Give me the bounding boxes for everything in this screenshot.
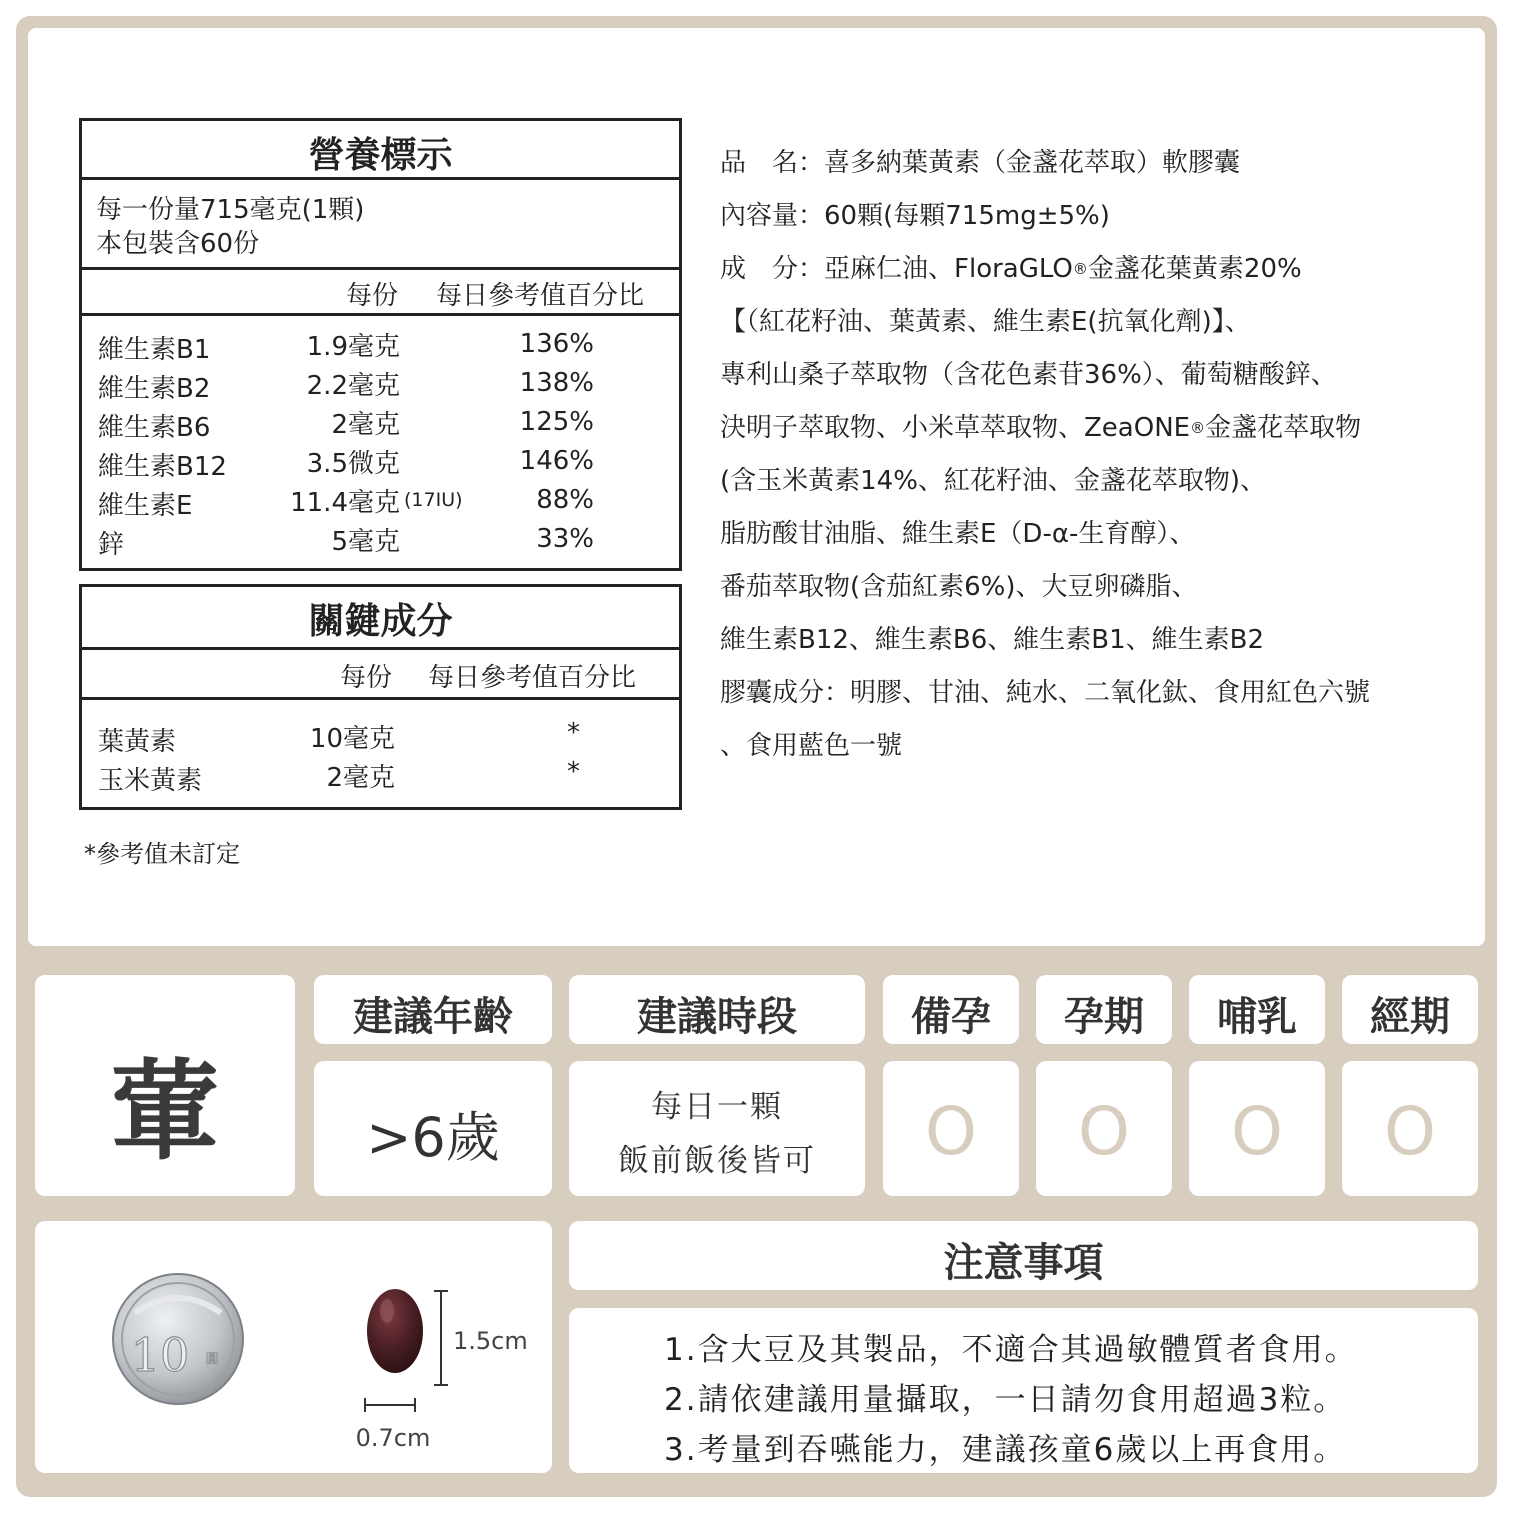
stage-label: 經期 <box>1370 994 1450 1040</box>
ingredients-line: 專利山桑子萃取物（含花色素苷36%）、葡萄糖酸鋅、 <box>720 360 1337 390</box>
time-line-2: 飯前飯後皆可 <box>618 1143 816 1179</box>
divider <box>82 313 679 316</box>
row-name: 維生素B6 <box>98 413 211 443</box>
time-label-card <box>569 975 865 1044</box>
ingredients-text: 金盞花萃取物 <box>1205 413 1362 443</box>
row-amount: 1.9毫克 <box>306 332 400 362</box>
stage-mark-card <box>1036 1061 1172 1196</box>
stage-mark-card <box>883 1061 1019 1196</box>
ingredients-label: 成 分： <box>720 254 825 284</box>
registered-mark: ® <box>1072 260 1088 278</box>
ingredients-line: 脂肪酸甘油脂、維生素E（D-α-生育醇）、 <box>720 519 1196 549</box>
stage-mark: O <box>1384 1093 1436 1170</box>
row-pct: 33% <box>536 524 594 554</box>
diet-type: 葷 <box>110 1050 219 1175</box>
note-item: 2.請依建議用量攝取，一日請勿食用超過3粒。 <box>664 1382 1347 1418</box>
key-ingredients-title: 關鍵成分 <box>308 601 453 642</box>
size-comparison-card <box>35 1221 552 1473</box>
stage-mark-card <box>1342 1061 1478 1196</box>
serving-size: 每一份量715毫克(1顆) <box>96 195 365 225</box>
content-value: 60顆(每顆715mg±5%) <box>824 201 1110 231</box>
divider <box>82 697 679 700</box>
product-name-value: 喜多納葉黃素（金盞花萃取）軟膠囊 <box>824 148 1241 178</box>
col-daily-pct: 每日參考值百分比 <box>428 663 637 693</box>
age-label-card <box>314 975 552 1044</box>
width-marker <box>365 1398 415 1412</box>
nutrition-table <box>79 118 682 571</box>
time-line-1: 每日一顆 <box>651 1089 783 1125</box>
ingredients-text: 亞麻仁油、FloraGLO <box>824 254 1073 284</box>
ingredients-line <box>720 411 1361 445</box>
time-value-card <box>569 1061 865 1196</box>
divider <box>82 177 679 180</box>
divider <box>82 647 679 650</box>
stage-label: 備孕 <box>911 994 991 1040</box>
stage-label-card <box>883 975 1019 1044</box>
product-content <box>720 199 1110 233</box>
note-item: 3.考量到吞嚥能力，建議孩童6歲以上再食用。 <box>664 1432 1347 1468</box>
size-illustration <box>35 1221 552 1473</box>
stage-label-card <box>1036 975 1172 1044</box>
time-label: 建議時段 <box>637 994 797 1040</box>
capsule-ingredients: 膠囊成分：明膠、甘油、純水、二氧化鈦、食用紅色六號 <box>720 678 1371 708</box>
stage-label-card <box>1342 975 1478 1044</box>
nutrition-title: 營養標示 <box>308 135 453 176</box>
ingredients-line: (含玉米黃素14%、紅花籽油、金盞花萃取物)、 <box>720 466 1267 496</box>
length-label: 1.5cm <box>453 1327 528 1355</box>
divider <box>82 267 679 270</box>
row-pct: 125% <box>519 407 594 437</box>
col-per-serving: 每份 <box>346 281 399 311</box>
stage-label-card <box>1189 975 1325 1044</box>
age-value-card <box>314 1061 552 1196</box>
row-pct: 138% <box>519 368 594 398</box>
row-name: 維生素B1 <box>98 335 211 365</box>
stage-label: 哺乳 <box>1217 994 1297 1040</box>
capsule-ingredients: 、食用藍色一號 <box>720 731 903 761</box>
col-per-serving: 每份 <box>340 663 393 693</box>
content-label: 內容量： <box>720 201 825 231</box>
row-amount: 10毫克 <box>309 724 395 754</box>
row-amount: 11.4毫克 <box>290 488 400 518</box>
servings-per-pack: 本包裝含60份 <box>96 229 260 259</box>
length-marker <box>434 1291 448 1385</box>
row-pct: * <box>567 757 580 787</box>
age-value: >6歲 <box>366 1106 500 1169</box>
row-name: 維生素B12 <box>98 452 227 482</box>
notes-title-card <box>569 1221 1478 1290</box>
note-item: 1.含大豆及其製品，不適合其過敏體質者食用。 <box>664 1332 1358 1368</box>
stage-mark-card <box>1189 1061 1325 1196</box>
key-ingredients-table <box>79 584 682 810</box>
row-pct: 146% <box>519 446 594 476</box>
row-name: 鋅 <box>98 530 125 560</box>
ingredients-text: 金盞花葉黃素20% <box>1087 254 1302 284</box>
capsule-highlight <box>380 1299 394 1323</box>
row-name: 葉黃素 <box>98 727 177 757</box>
row-amount: 2.2毫克 <box>306 371 400 401</box>
ingredients-line <box>720 252 1302 286</box>
notes-title: 注意事項 <box>943 1240 1104 1286</box>
ingredients-line: 番茄萃取物(含茄紅素6%)、大豆卵磷脂、 <box>720 572 1198 602</box>
row-pct: 136% <box>519 329 594 359</box>
row-name: 維生素E <box>98 491 193 521</box>
row-amount: 2毫克 <box>326 763 395 793</box>
row-amount: 3.5微克 <box>306 449 400 479</box>
stage-mark: O <box>1078 1093 1130 1170</box>
row-note: (17IU) <box>404 489 463 511</box>
coin-value: 10 <box>130 1328 190 1382</box>
footnote: *參考值未訂定 <box>84 840 240 868</box>
stage-mark: O <box>1231 1093 1283 1170</box>
ingredients-text: 決明子萃取物、小米草萃取物、ZeaONE <box>720 413 1191 443</box>
product-name-label: 品 名： <box>720 148 825 178</box>
registered-mark: ® <box>1190 419 1206 437</box>
stage-label: 孕期 <box>1064 994 1144 1040</box>
ingredients-line: 維生素B12、維生素B6、維生素B1、維生素B2 <box>720 625 1265 655</box>
ingredients-line: 【（紅花籽油、葉黃素、維生素E(抗氧化劑)】、 <box>720 307 1251 337</box>
product-name <box>720 146 1240 180</box>
age-label: 建議年齡 <box>353 994 513 1040</box>
row-amount: 5毫克 <box>331 527 400 557</box>
row-pct: 88% <box>536 485 594 515</box>
row-name: 維生素B2 <box>98 374 211 404</box>
coin-unit: 圓 <box>205 1352 219 1367</box>
row-amount: 2毫克 <box>331 410 400 440</box>
row-name: 玉米黃素 <box>98 766 203 796</box>
row-pct: * <box>567 718 580 748</box>
stage-mark: O <box>925 1093 977 1170</box>
width-label: 0.7cm <box>355 1424 431 1452</box>
notes-card <box>569 1308 1478 1473</box>
capsule-icon <box>367 1289 423 1373</box>
diet-type-card <box>35 975 295 1196</box>
col-daily-pct: 每日參考值百分比 <box>436 281 645 311</box>
